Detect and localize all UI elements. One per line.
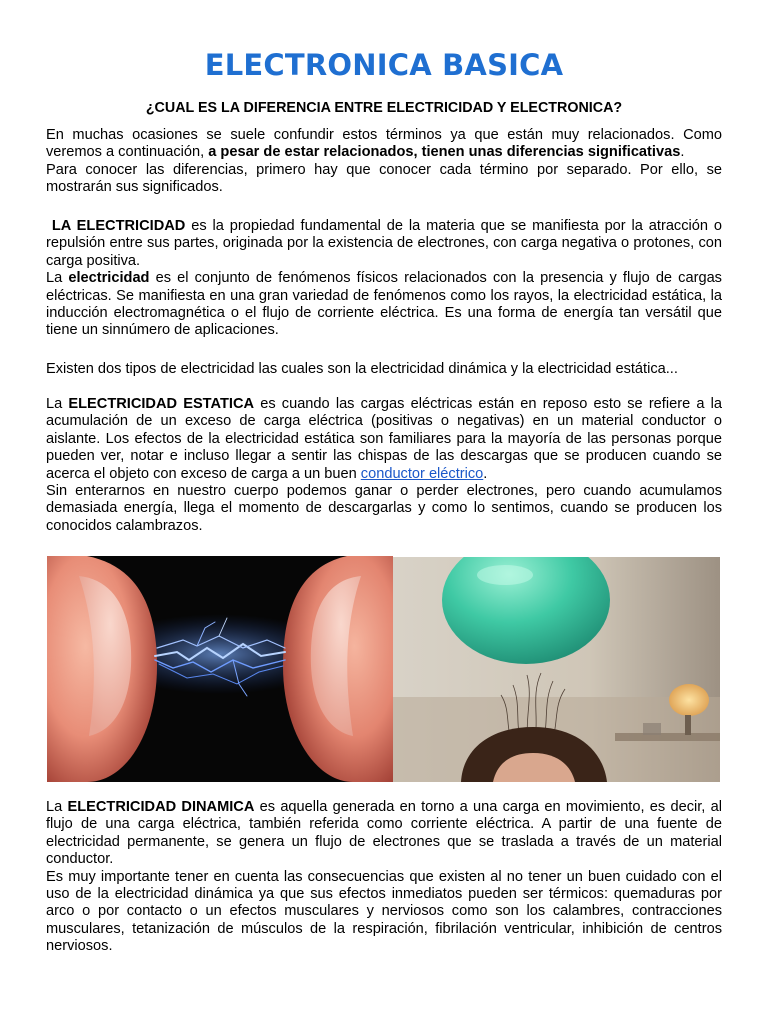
page-subtitle: ¿CUAL ES LA DIFERENCIA ENTRE ELECTRICIDAD Y ELECTRONICA? <box>145 100 623 116</box>
intro-text-2: . <box>680 144 685 161</box>
intro-section <box>46 127 722 197</box>
electricidad-bold: electricidad <box>68 270 150 287</box>
estatica-text-3: . <box>483 465 488 482</box>
intro-bold: a pesar de estar relacionados, tienen unas diferencias significativas <box>208 144 681 161</box>
electricidad-heading: LA ELECTRICIDAD <box>46 218 186 234</box>
estatica-paragraph-2: Sin enterarnos en nuestro cuerpo podemos ganar o perder electrones, pero cuando acumulamos demasiada energía, llega el momento de descargarlas y como lo sentimos, cuando se producen los conocidos calambrazos. <box>46 483 722 534</box>
estatica-paragraph <box>46 396 722 483</box>
page-title: ELECTRONICA BASICA <box>204 48 564 82</box>
fingertips-spark-image <box>47 556 393 782</box>
estatica-text-1: La <box>46 396 69 412</box>
intro-paragraph-2: Para conocer las diferencias, primero hay que conocer cada término por separado. Por ello, se mostrarán sus significados. <box>46 161 722 196</box>
balloon-static-image <box>393 557 720 782</box>
electricidad-text-2a: La <box>46 270 69 287</box>
electricidad-paragraph <box>46 218 722 270</box>
dinamica-text-1: La <box>46 799 68 815</box>
conductor-electrico-link[interactable]: conductor eléctrico <box>360 465 484 482</box>
estatica-heading: ELECTRICIDAD ESTATICA <box>68 396 255 412</box>
dinamica-heading: ELECTRICIDAD DINAMICA <box>67 799 255 815</box>
electricidad-paragraph-2 <box>46 270 722 340</box>
dinamica-paragraph <box>46 799 722 869</box>
tipos-paragraph: Existen dos tipos de electricidad las cuales son la electricidad dinámica y la electricidad estática... <box>46 361 678 377</box>
electricidad-section <box>46 218 722 340</box>
dinamica-text-2: es aquella generada en torno a una carga en movimiento, es decir, al flujo de una carga eléctrica, también referida como corriente eléctrica. A partir de una fuente de electricidad permanente, se genera un flujo de electrones que se traslada a través de un material conductor. <box>46 799 722 868</box>
dinamica-paragraph-2: Es muy importante tener en cuenta las consecuencias que existen al no tener un buen cuidado con el uso de la electricidad dinámica ya que sus efectos inmediatos pueden ser térmicos: quemaduras por arco o por contacto o un efectos musculares y nerviosos como son los calambres, contracciones musculares, tetanización de músculos de la respiración, fibrilación ventricular, inhibición de centros nerviosos. <box>46 868 722 955</box>
dinamica-section <box>46 799 722 956</box>
estatica-text-2: es cuando las cargas eléctricas están en reposo esto se refiere a la acumulación de un exceso de carga eléctrica (positivas o negativas) en un material conductor o aislante. Los efectos de la electricidad estática son familiares para la mayoría de las personas porque pueden ver, notar e incluso llegar a sentir las chispas de las descargas que se producen cuando se acerca el objeto con exceso de carga a un buen <box>46 396 722 482</box>
balloon-static-hair-photo <box>393 557 720 782</box>
intro-text-1: En muchas ocasiones se suele confundir estos términos ya que están muy relacionados. Como veremos a continuación, <box>46 127 722 161</box>
estatica-section <box>46 396 722 535</box>
electricidad-text-2b: es el conjunto de fenómenos físicos relacionados con la presencia y flujo de cargas eléctricas. Se manifiesta en una gran variedad de fenómenos como los rayos, la electricidad estática, la inducción electromagnética o el flujo de corriente eléctrica. Es una forma de energía tan versátil que tiene un sinnúmero de aplicaciones. <box>46 270 722 339</box>
electricidad-text: es la propiedad fundamental de la materia que se manifiesta por la atracción o repulsión entre sus partes, originada por la existencia de electrones, con carga negativa o protones, con carga positiva. <box>46 218 722 269</box>
fingertips-spark-photo <box>47 556 393 782</box>
intro-paragraph <box>46 127 722 162</box>
